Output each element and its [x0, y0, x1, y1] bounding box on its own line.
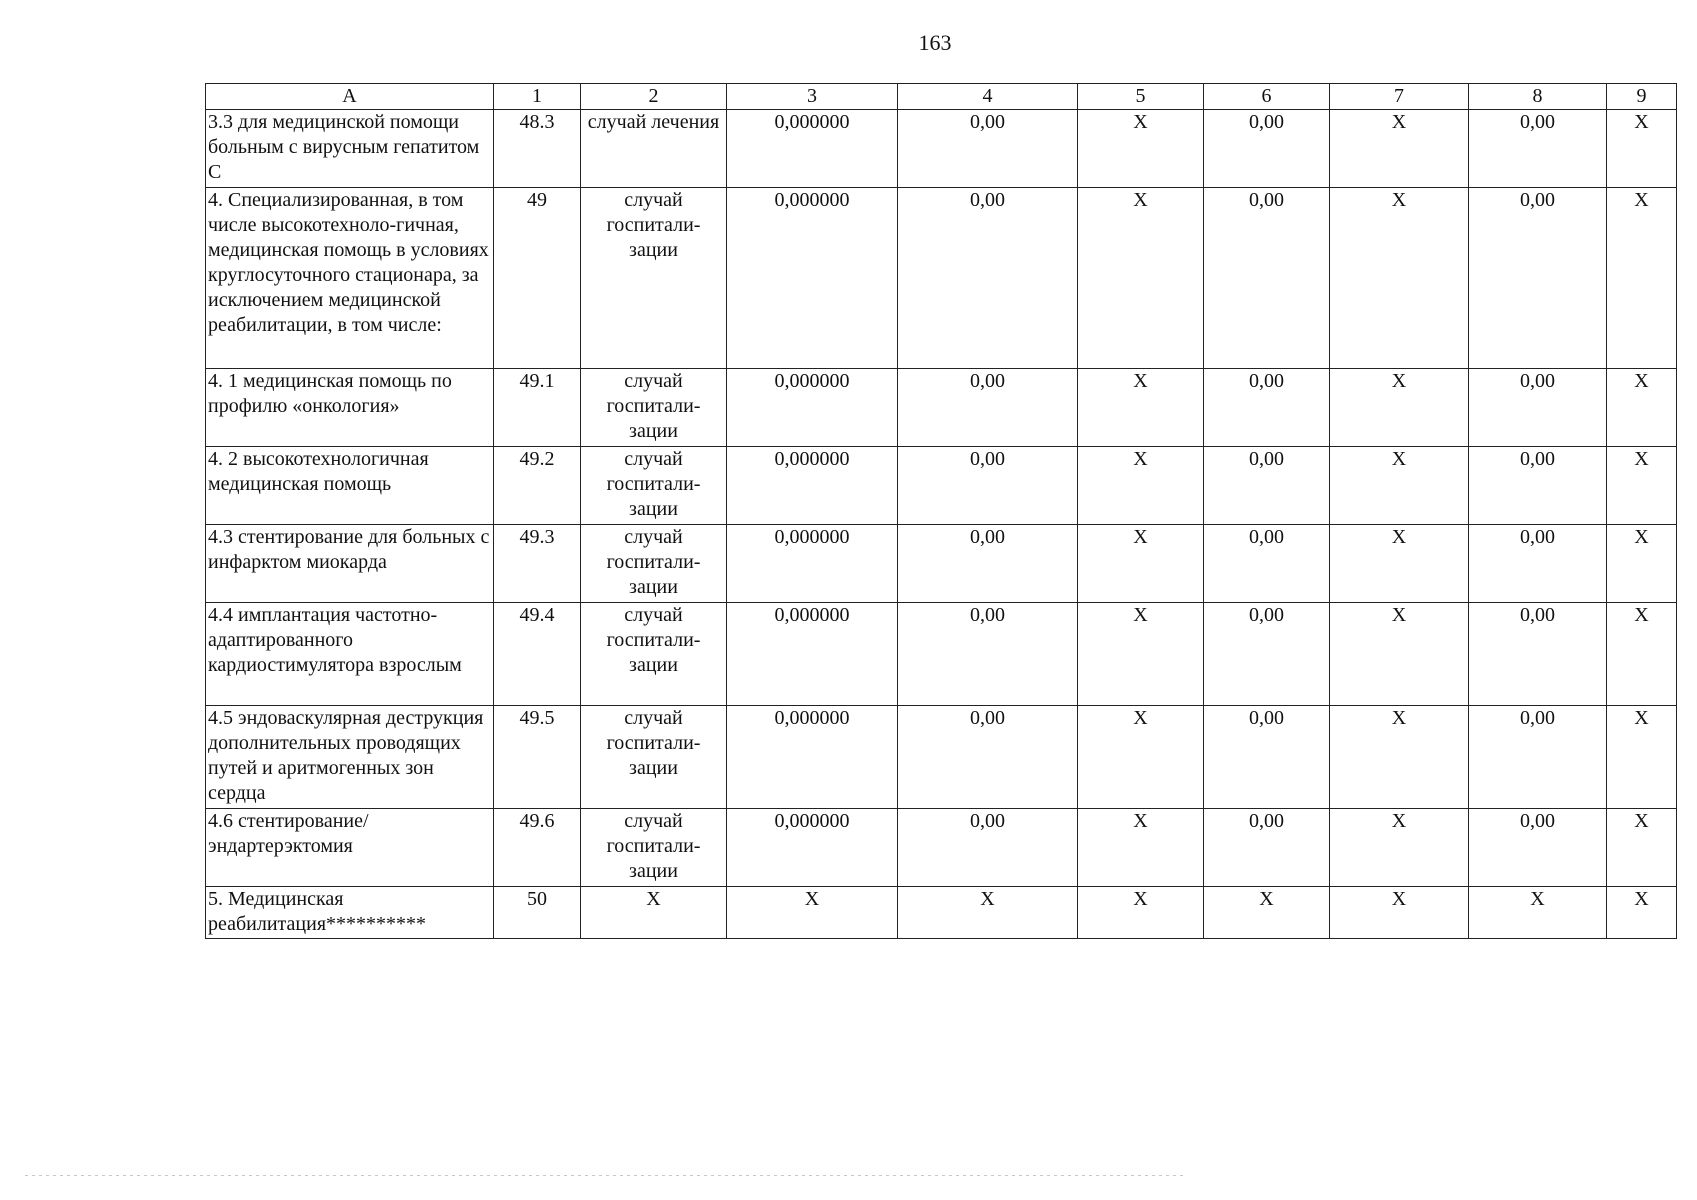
value-cell: X	[1078, 706, 1204, 809]
value-cell: 0,00	[1204, 110, 1330, 188]
header-cell: A	[206, 84, 494, 110]
value-cell: X	[1330, 188, 1469, 369]
value-cell: 0,00	[1469, 706, 1607, 809]
header-cell: 1	[494, 84, 581, 110]
row-name-cell: 4. 2 высокотехнологичная медицинская помощь	[206, 447, 494, 525]
unit-cell: случай госпитали-зации	[581, 447, 727, 525]
value-cell: X	[1607, 369, 1677, 447]
value-cell: X	[1607, 706, 1677, 809]
header-cell: 9	[1607, 84, 1677, 110]
value-cell: 0,00	[1204, 188, 1330, 369]
value-cell: X	[1078, 603, 1204, 706]
value-cell: X	[1607, 525, 1677, 603]
table-row	[206, 809, 1677, 887]
value-cell: 0,00	[1469, 525, 1607, 603]
value-cell: 0,00	[1469, 603, 1607, 706]
value-cell: X	[1330, 809, 1469, 887]
value-cell: 0,000000	[727, 188, 898, 369]
value-cell: X	[1607, 809, 1677, 887]
value-cell: 0,000000	[727, 369, 898, 447]
value-cell: X	[1330, 447, 1469, 525]
row-name-cell: 4.4 имплантация частотно-адаптированного кардиостимулятора взрослым	[206, 603, 494, 706]
value-cell: 0,00	[1204, 809, 1330, 887]
value-cell: X	[727, 887, 898, 939]
data-table	[205, 83, 1677, 939]
value-cell: X	[1607, 603, 1677, 706]
table-row	[206, 110, 1677, 188]
row-code-cell: 48.3	[494, 110, 581, 188]
value-cell: 0,00	[1204, 603, 1330, 706]
unit-cell: случай госпитали-зации	[581, 369, 727, 447]
value-cell: X	[1078, 809, 1204, 887]
row-code-cell: 49.4	[494, 603, 581, 706]
value-cell: 0,00	[1204, 706, 1330, 809]
unit-cell: случай госпитали-зации	[581, 809, 727, 887]
value-cell: X	[1204, 887, 1330, 939]
value-cell: X	[1607, 188, 1677, 369]
header-cell: 8	[1469, 84, 1607, 110]
header-cell: 6	[1204, 84, 1330, 110]
value-cell: 0,000000	[727, 110, 898, 188]
header-cell: 4	[898, 84, 1078, 110]
value-cell: X	[1607, 447, 1677, 525]
value-cell: X	[1078, 447, 1204, 525]
value-cell: 0,00	[1204, 369, 1330, 447]
value-cell: X	[1469, 887, 1607, 939]
row-code-cell: 49.6	[494, 809, 581, 887]
unit-cell: случай госпитали-зации	[581, 706, 727, 809]
value-cell: 0,00	[1469, 809, 1607, 887]
value-cell: 0,00	[898, 525, 1078, 603]
row-name-cell: 4.3 стентирование для больных с инфарктом миокарда	[206, 525, 494, 603]
value-cell: 0,00	[1469, 188, 1607, 369]
value-cell: X	[1330, 525, 1469, 603]
value-cell: 0,00	[898, 110, 1078, 188]
value-cell: 0,00	[898, 188, 1078, 369]
value-cell: 0,00	[1469, 447, 1607, 525]
value-cell: X	[1330, 110, 1469, 188]
value-cell: 0,000000	[727, 603, 898, 706]
value-cell: 0,00	[1469, 369, 1607, 447]
value-cell: 0,00	[898, 706, 1078, 809]
row-code-cell: 49	[494, 188, 581, 369]
unit-cell: случай госпитали-зации	[581, 188, 727, 369]
value-cell: X	[1078, 525, 1204, 603]
page-number: 163	[918, 30, 952, 55]
table-row	[206, 603, 1677, 706]
value-cell: 0,00	[898, 603, 1078, 706]
table-header-row	[206, 84, 1677, 110]
unit-cell: случай лечения	[581, 110, 727, 188]
value-cell: 0,00	[898, 809, 1078, 887]
value-cell: 0,000000	[727, 525, 898, 603]
table-row	[206, 887, 1677, 939]
row-code-cell: 49.3	[494, 525, 581, 603]
unit-cell: X	[581, 887, 727, 939]
row-code-cell: 50	[494, 887, 581, 939]
header-cell: 5	[1078, 84, 1204, 110]
value-cell: X	[1078, 369, 1204, 447]
value-cell: 0,00	[1204, 447, 1330, 525]
row-name-cell: 4.5 эндоваскулярная деструкция дополнительных проводящих путей и аритмогенных зон сердца	[206, 706, 494, 809]
value-cell: 0,00	[898, 447, 1078, 525]
table-row	[206, 447, 1677, 525]
unit-cell: случай госпитали-зации	[581, 525, 727, 603]
value-cell: 0,000000	[727, 706, 898, 809]
value-cell: X	[1078, 887, 1204, 939]
row-name-cell: 5. Медицинская реабилитация**********	[206, 887, 494, 939]
table-row	[206, 369, 1677, 447]
row-code-cell: 49.2	[494, 447, 581, 525]
row-code-cell: 49.1	[494, 369, 581, 447]
header-cell: 7	[1330, 84, 1469, 110]
value-cell: X	[898, 887, 1078, 939]
row-code-cell: 49.5	[494, 706, 581, 809]
row-name-cell: 4. 1 медицинская помощь по профилю «онкология»	[206, 369, 494, 447]
scan-artifact-line	[25, 1175, 1185, 1176]
value-cell: X	[1330, 887, 1469, 939]
header-cell: 3	[727, 84, 898, 110]
value-cell: X	[1330, 369, 1469, 447]
value-cell: 0,00	[898, 369, 1078, 447]
unit-cell: случай госпитали-зации	[581, 603, 727, 706]
header-cell: 2	[581, 84, 727, 110]
value-cell: X	[1607, 110, 1677, 188]
value-cell: X	[1607, 887, 1677, 939]
row-name-cell: 3.3 для медицинской помощи больным с вирусным гепатитом С	[206, 110, 494, 188]
value-cell: 0,000000	[727, 809, 898, 887]
value-cell: 0,00	[1204, 525, 1330, 603]
row-name-cell: 4. Специализированная, в том числе высокотехноло-гичная, медицинская помощь в условиях круглосуточного стационара, за исключением медицинской реабилитации, в том числе:	[206, 188, 494, 369]
value-cell: X	[1330, 603, 1469, 706]
table-row	[206, 525, 1677, 603]
table-row	[206, 188, 1677, 369]
value-cell: X	[1330, 706, 1469, 809]
row-name-cell: 4.6 стентирование/ эндартерэктомия	[206, 809, 494, 887]
value-cell: X	[1078, 110, 1204, 188]
table-row	[206, 706, 1677, 809]
value-cell: 0,00	[1469, 110, 1607, 188]
value-cell: X	[1078, 188, 1204, 369]
value-cell: 0,000000	[727, 447, 898, 525]
